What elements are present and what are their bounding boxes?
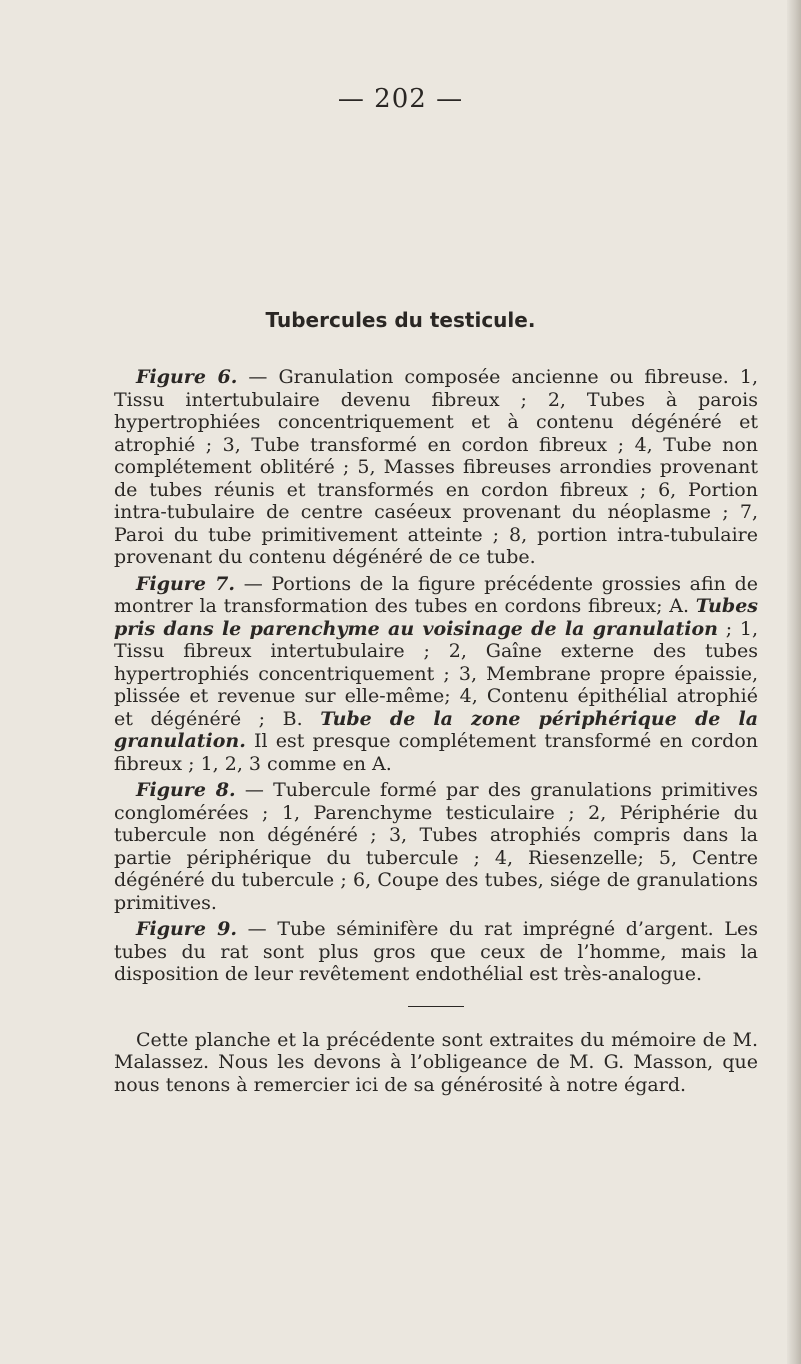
figure-label: Figure 8. bbox=[136, 779, 236, 801]
figure-text: — Tube séminifère du rat imprégné d’argent. Les tubes du rat sont plus gros que ceux de l’homme, mais la disposition de leur revêtement endothélial est très-analogue. bbox=[114, 918, 758, 985]
figure-label: Figure 9. bbox=[136, 918, 237, 940]
figure-7-caption bbox=[114, 573, 758, 776]
section-divider bbox=[408, 1006, 464, 1007]
figure-text: — Tubercule formé par des granulations primitives conglomérées ; 1, Parenchyme testiculaire ; 2, Périphérie du tubercule non dégénéré ; 3, Tubes atrophiés compris dans la partie périphérique du tubercule ; 4, Riesenzelle; 5, Centre dégénéré du tubercule ; 6, Coupe des tubes, siége de granulations primitives. bbox=[114, 779, 758, 914]
figure-label: Figure 7. bbox=[136, 572, 236, 595]
figure-text: ; 1, Tissu fibreux intertubulaire ; 2, Gaîne externe des tubes hypertrophiés concentriquement ; 3, Membrane propre épaissie, plissée et revenue sur elle-même; 4, Contenu épithélial atrophié et dégénéré ; B. bbox=[114, 617, 758, 730]
page-number: — 202 — bbox=[337, 84, 464, 114]
figure-text: Il est presque complétement transformé en cordon fibreux ; 1, 2, 3 comme en A. bbox=[114, 730, 758, 775]
figure-italic-phrase: Tubes pris dans le parenchyme au voisinage de la granulation bbox=[114, 595, 758, 640]
figure-text: — Portions de la figure précédente grossies afin de montrer la transformation des tubes en cordons fibreux; A. bbox=[114, 572, 758, 617]
figure-text: — Granulation composée ancienne ou fibreuse. 1, Tissu intertubulaire devenu fibreux ; 2, Tubes à parois hypertrophiées concentriquement et à contenu dégénéré et atrophié ; 3, Tube transformé en cordon fibreux ; 4, Tube non complétement oblitéré ; 5, Masses fibreuses arrondies provenant de tubes réunis et transformés en cordon fibreux ; 6, Portion intra-tubulaire de centre caséeux provenant du néoplasme ; 7, Paroi du tube primitivement atteinte ; 8, portion intra-tubulaire provenant du contenu dégénéré de ce tube. bbox=[114, 366, 758, 568]
figure-italic-phrase: Tube de la zone périphérique de la granulation. bbox=[114, 707, 759, 752]
figure-label: Figure 6. bbox=[136, 366, 238, 388]
figure-6-caption bbox=[114, 366, 758, 569]
figure-9-caption bbox=[114, 918, 758, 986]
figure-8-caption bbox=[114, 779, 758, 914]
section-title: Tubercules du testicule. bbox=[265, 308, 536, 332]
closing-paragraph: Cette planche et la précédente sont extraites du mémoire de M. Malassez. Nous les devons à l’obligeance de M. G. Masson, que nous tenons à remercier ici de sa générosité à notre égard. bbox=[114, 1028, 758, 1096]
body-text bbox=[114, 366, 758, 1100]
page-edge-shadow bbox=[787, 0, 801, 1364]
